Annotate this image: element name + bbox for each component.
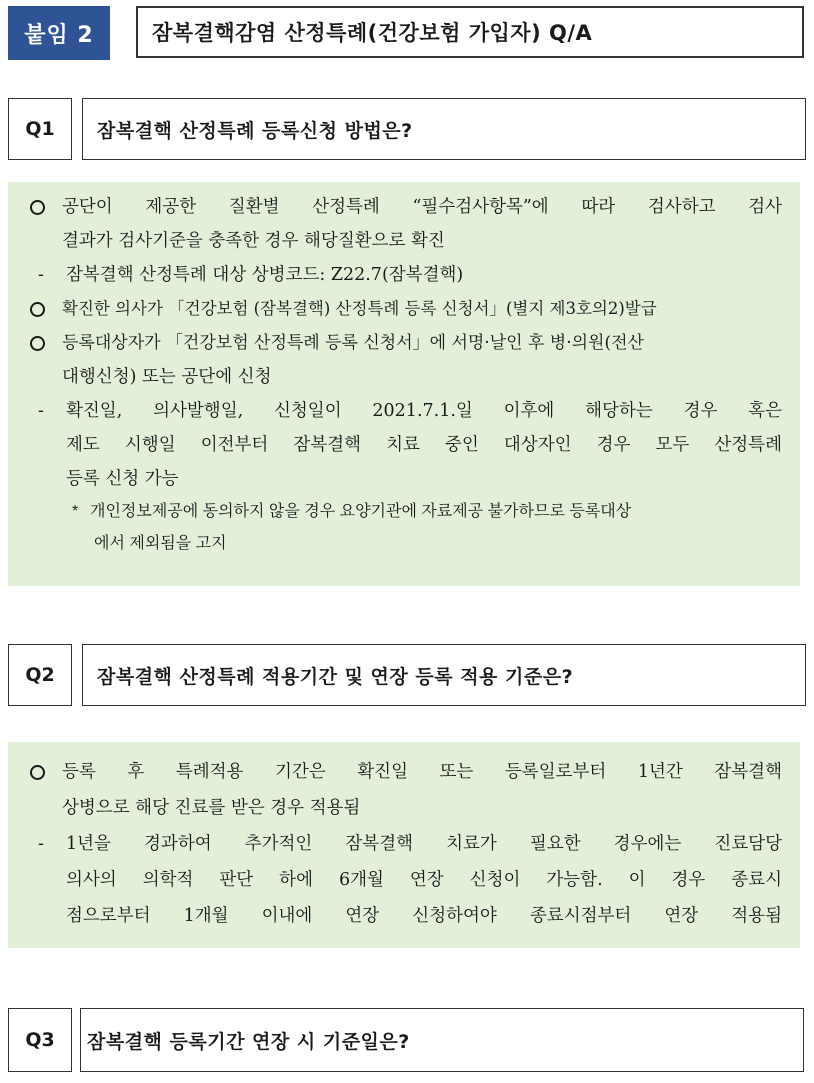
q1-item-3: 등록대상자가 「건강보험 산정특례 등록 신청서」에 서명·날인 후 병·의원(전산: [28, 326, 782, 360]
q1-answer-box: 공단이 제공한 질환별 산정특례 “필수검사항목”에 따라 검사하고 검사 결과가 검사기준을 충족한 경우 해당질환으로 확진 - 잠복결핵 산정특례 대상 상병코드: Z22.7(잠복결핵) 확진한 의사가 「건강보험 (잠복결핵) 산정특례 등록 신청서」(별지 제3호의2)발급 등록대상자가 「건강보험 산정특례 등록 신청서」에 서명·날인 후 병·의원(전산 대행신청) 또는 공단에 신청 - 확진일, 의사발행일, 신청일이 2021.7.1.일 이후에 해당하는 경우 혹은 제도 시행일 이전부터 잠복결핵 치료 중인 대상자인 경우 모두 산정특례 등록 신청 가능 * 개인정보제공에 동의하지 않을 경우 요양기관에 자료제공 불가하므로 등록대상 에서 제외됨을 고지: [8, 182, 800, 586]
q2-answer-box: 등록 후 특례적용 기간은 확진일 또는 등록일로부터 1년간 잠복결핵 상병으로 해당 진료를 받은 경우 적용됨 - 1년을 경과하여 추가적인 잠복결핵 치료가 필요한 경우에는 진료담당 의사의 의학적 판단 하에 6개월 연장 신청이 가능함. 이 경우 종료시 점으로부터 1개월 이내에 연장 신청하여야 종료시점부터 연장 적용됨: [8, 742, 800, 948]
q1-item-2: 확진한 의사가 「건강보험 (잠복결핵) 산정특례 등록 신청서」(별지 제3호의2)발급: [28, 292, 782, 326]
q3-question: 잠복결핵 등록기간 연장 시 기준일은?: [80, 1008, 804, 1072]
circle-bullet-icon: [30, 336, 45, 351]
q2-question: 잠복결핵 산정특례 적용기간 및 연장 등록 적용 기준은?: [82, 644, 806, 706]
circle-bullet-icon: [30, 200, 45, 215]
q1-item-1: 공단이 제공한 질환별 산정특례 “필수검사항목”에 따라 검사하고 검사: [28, 190, 782, 224]
q1-question: 잠복결핵 산정특례 등록신청 방법은?: [82, 98, 806, 160]
circle-bullet-icon: [30, 302, 45, 317]
attachment-tag: 붙임 2: [8, 6, 110, 60]
q1-label: Q1: [8, 98, 72, 160]
q2-sub-item-1: - 1년을 경과하여 추가적인 잠복결핵 치료가 필요한 경우에는 진료담당: [38, 834, 782, 854]
q2-item-1: 등록 후 특례적용 기간은 확진일 또는 등록일로부터 1년간 잠복결핵: [28, 754, 782, 790]
q1-sub-item-1: - 잠복결핵 산정특례 대상 상병코드: Z22.7(잠복결핵): [38, 265, 464, 285]
q3-label: Q3: [8, 1008, 72, 1072]
q1-sub-item-2: - 확진일, 의사발행일, 신청일이 2021.7.1.일 이후에 해당하는 경우 혹은: [38, 401, 782, 421]
circle-bullet-icon: [30, 765, 45, 780]
q2-label: Q2: [8, 644, 72, 706]
q1-note: * 개인정보제공에 동의하지 않을 경우 요양기관에 자료제공 불가하므로 등록대상: [72, 503, 632, 520]
document-title: 잠복결핵감염 산정특례(건강보험 가입자) Q/A: [136, 6, 804, 58]
